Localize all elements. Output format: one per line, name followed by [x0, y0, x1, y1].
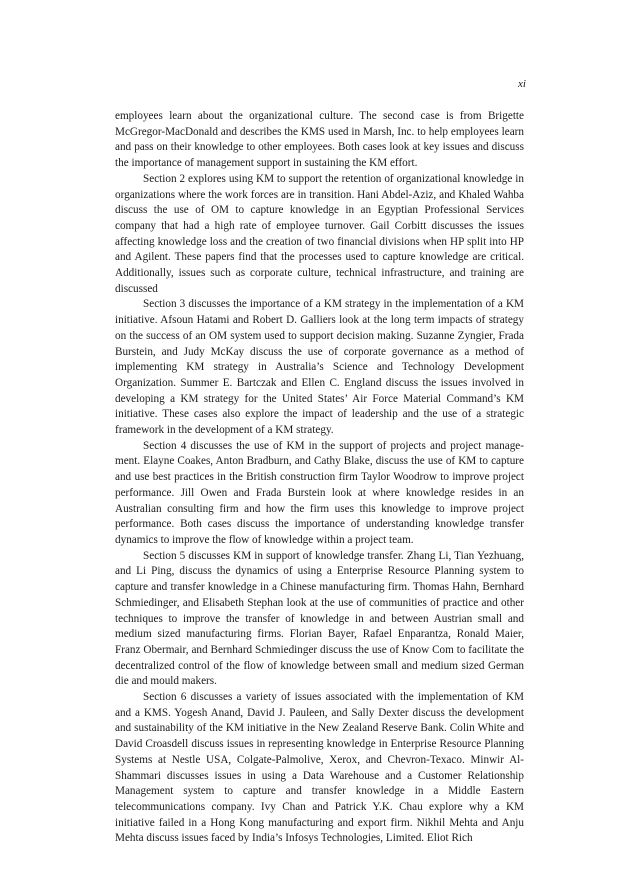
paragraph-section-3: Section 3 discusses the importance of a KM strategy in the implementation of a KM initiative. Afsoun Hatami and Robert D. Galliers look at the long term impacts of strategy on the success of an OM system used to support decision making. Suzanne Zyngier, Frada Burstein, and Judy McKay discuss the use of corporate governance as a method of implementing KM strategy in Australia’s Science and Technology Development Organization. Summer E. Bartczak and Ellen C. England discuss the issues involved in developing a KM strategy for the United States’ Air Force Material Command’s KM initiative. These cases also explore the impact of leadership and the use of a strategic framework in the development of a KM strategy. [115, 298, 524, 437]
paragraph-section-4: Section 4 discusses the use of KM in the support of projects and project management. Elayne Coakes, Anton Bradburn, and Cathy Blake, discuss the use of KM to capture and use best practices in the British construction firm Taylor Woodrow to improve project performance. Jill Owen and Frada Burstein look at where knowledge resides in an Australian consulting firm and how the firm uses this knowledge to improve project performance. Both cases discuss the importance of understanding knowledge transfer dynamics to improve the flow of knowledge within a project team. [115, 439, 524, 546]
paragraph-section-5: Section 5 discusses KM in support of knowledge transfer. Zhang Li, Tian Yezhuang, and Li Ping, discuss the dynamics of using a Enterprise Resource Planning system to capture and transfer knowledge in a Chinese manufacturing firm. Thomas Hahn, Bernhard Schmiedinger, and Elisabeth Stephan look at the use of communities of practice and other techniques to improve the transfer of knowledge in and between Austrian small and medium sized manufacturing firms. Florian Bayer, Rafael Enparantza, Ronald Maier, Franz Obermair, and Bernhard Schmiedinger discuss the use of Know Com to facilitate the decentralized control of the flow of knowledge between small and medium sized German die and mould makers. [115, 549, 524, 688]
page-number: xi [518, 78, 526, 90]
paragraph-section-2: Section 2 explores using KM to support the retention of organizational knowledge in organizations where the work forces are in transition. Hani Abdel-Aziz, and Khaled Wahba discuss the use of OM to capture knowledge in an Egyptian Professional Services company that had a high rate of employee turnover. Gail Corbitt discusses the issues affecting knowledge loss and the creation of two financial divisions when HP split into HP and Agilent. These papers find that the processes used to capture knowledge are critical. Additionally, issues such as corporate culture, technical infrastructure, and training are discussed [115, 172, 524, 295]
paragraph-section-6: Section 6 discusses a variety of issues associated with the implementation of KM and a KMS. Yogesh Anand, David J. Pauleen, and Sally Dexter discuss the development and sustainability of the KM initiative in the New Zealand Reserve Bank. Colin White and David Croasdell discuss issues in representing knowledge in Enterprise Resource Planning Systems at Nestle USA, Colgate-Palmolive, Xerox, and Chevron-Texaco. Minwir Al-Shammari discusses issues in using a Data Warehouse and a Customer Relationship Management system to capture and transfer knowledge in a Middle Eastern telecommunications company. Ivy Chan and Patrick Y.K. Chau explore why a KM initiative failed in a Hong Kong manufacturing and export firm. Nikhil Mehta and Anju Mehta discuss issues faced by India’s Infosys Technologies, Limited. Eliot Rich [115, 691, 524, 845]
body-text [115, 109, 524, 847]
paragraph-case-intro-continued: employees learn about the organizational culture. The second case is from Brigette McGregor-MacDonald and describes the KMS used in Marsh, Inc. to help employees learn and pass on their knowledge to other employees. Both cases look at key issues and discuss the importance of management support in sustaining the KM effort. [115, 110, 524, 170]
